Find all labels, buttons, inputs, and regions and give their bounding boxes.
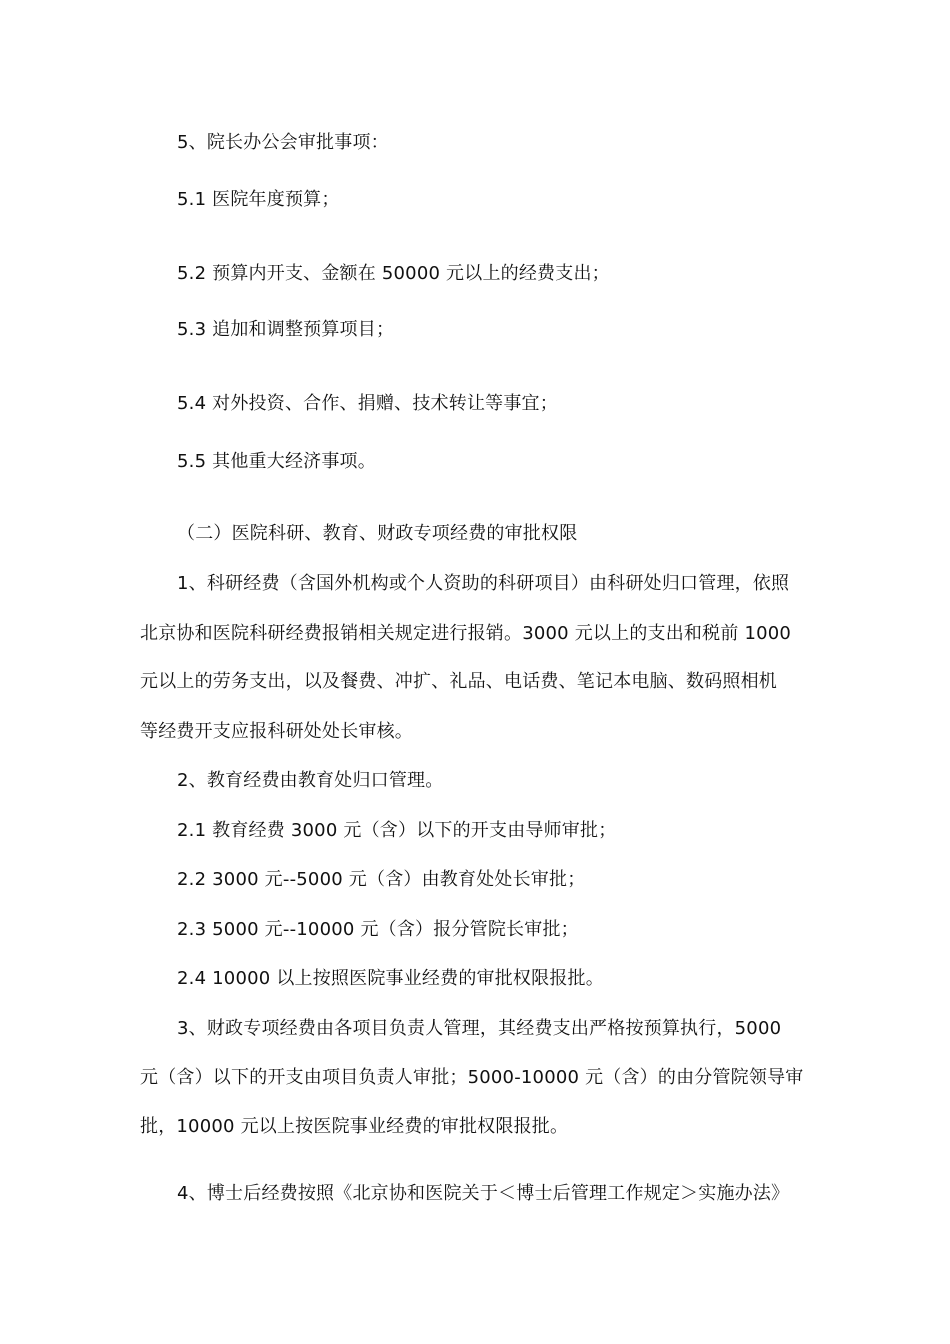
paragraph-1-line-4: 等经费开支应报科研处处长审核。 bbox=[140, 721, 413, 742]
paragraph-4-line-1: 4、博士后经费按照《北京协和医院关于＜博士后管理工作规定＞实施办法》 bbox=[177, 1183, 790, 1204]
item-2-3: 2.3 5000 元--10000 元（含）报分管院长审批； bbox=[177, 919, 579, 940]
section-5-heading: 5、院长办公会审批事项： bbox=[177, 132, 389, 153]
paragraph-2: 2、教育经费由教育处归口管理。 bbox=[177, 770, 444, 791]
item-5-1: 5.1 医院年度预算； bbox=[177, 189, 340, 210]
paragraph-1-line-3: 元以上的劳务支出，以及餐费、冲扩、礼品、电话费、笔记本电脑、数码照相机 bbox=[140, 671, 777, 692]
item-5-5: 5.5 其他重大经济事项。 bbox=[177, 451, 376, 472]
paragraph-3-line-2: 元（含）以下的开支由项目负责人审批；5000-10000 元（含）的由分管院领导审 bbox=[140, 1067, 804, 1088]
item-2-4: 2.4 10000 以上按照医院事业经费的审批权限报批。 bbox=[177, 968, 604, 989]
item-5-3: 5.3 追加和调整预算项目； bbox=[177, 319, 395, 340]
item-5-2: 5.2 预算内开支、金额在 50000 元以上的经费支出； bbox=[177, 263, 610, 284]
item-5-4: 5.4 对外投资、合作、捐赠、技术转让等事宜； bbox=[177, 393, 558, 414]
item-2-1: 2.1 教育经费 3000 元（含）以下的开支由导师审批； bbox=[177, 820, 617, 841]
paragraph-3-line-1: 3、财政专项经费由各项目负责人管理，其经费支出严格按预算执行，5000 bbox=[177, 1018, 782, 1039]
section-2-heading: （二）医院科研、教育、财政专项经费的审批权限 bbox=[177, 523, 578, 544]
paragraph-3-line-3: 批，10000 元以上按医院事业经费的审批权限报批。 bbox=[140, 1116, 569, 1137]
item-2-2: 2.2 3000 元--5000 元（含）由教育处处长审批； bbox=[177, 869, 586, 890]
paragraph-1-line-2: 北京协和医院科研经费报销相关规定进行报销。3000 元以上的支出和税前 1000 bbox=[140, 623, 792, 644]
paragraph-1-line-1: 1、科研经费（含国外机构或个人资助的科研项目）由科研处归口管理，依照 bbox=[177, 573, 790, 594]
